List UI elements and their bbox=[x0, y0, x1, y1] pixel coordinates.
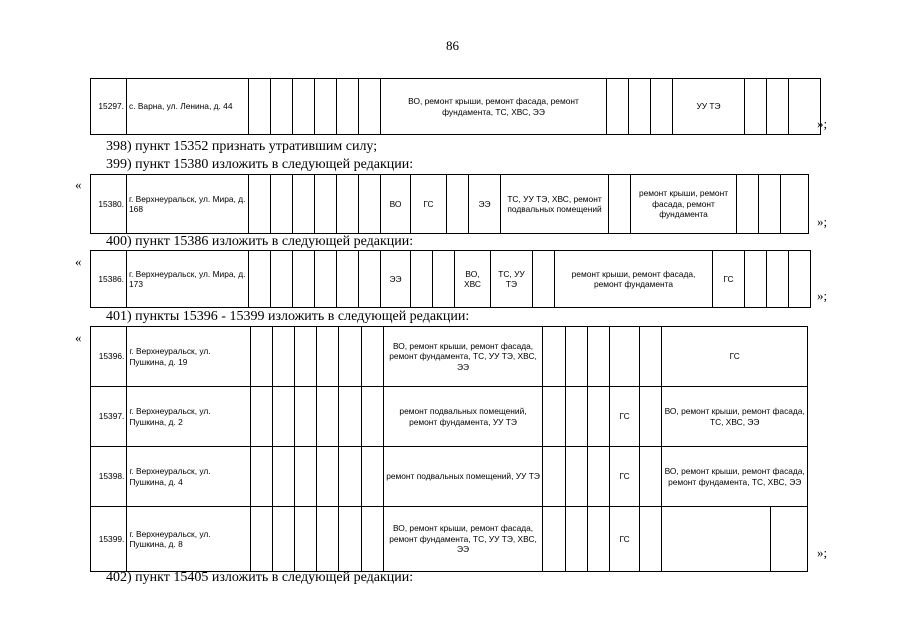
address-cell: г. Верхнеуральск, ул. Пушкина, д. 8 bbox=[127, 507, 250, 572]
paragraph-402: 402) пункт 15405 изложить в следующей редакции: bbox=[106, 570, 414, 585]
row-number: 15297. bbox=[91, 79, 127, 135]
address-cell: г. Верхнеуральск, ул. Пушкина, д. 19 bbox=[127, 327, 250, 387]
works-cell: ВО, ремонт крыши, ремонт фасада, ремонт фундамента, ТС, УУ ТЭ, ХВС, ЭЭ bbox=[383, 327, 543, 387]
gs-cell: ГС bbox=[609, 447, 639, 507]
gs-cell: ГС bbox=[609, 387, 639, 447]
row-number: 15398. bbox=[91, 447, 127, 507]
gs-cell: ГС bbox=[609, 507, 639, 572]
gs-cell: ГС bbox=[662, 327, 808, 387]
paragraph-399: 399) пункт 15380 изложить в следующей редакции: bbox=[106, 157, 414, 172]
address-cell: г. Верхнеуральск, ул. Мира, д. 173 bbox=[127, 251, 249, 308]
opening-quote: « bbox=[75, 330, 82, 345]
ee-cell: ЭЭ bbox=[381, 251, 411, 308]
works-cell: ВО, ремонт крыши, ремонт фасада, ремонт фундамента, ТС, ХВС, ЭЭ bbox=[381, 79, 607, 135]
closing-quote: »; bbox=[817, 288, 828, 303]
closing-quote: »; bbox=[817, 545, 828, 560]
right-works-cell: ВО, ремонт крыши, ремонт фасада, ремонт фундамента, ТС, ХВС, ЭЭ bbox=[662, 447, 808, 507]
works-cell: ремонт подвальных помещений, ремонт фундамента, УУ ТЭ bbox=[383, 387, 543, 447]
table-row-15380 bbox=[90, 174, 809, 234]
table-row-15386 bbox=[90, 250, 811, 308]
vo-cell: ВО bbox=[381, 175, 411, 234]
table-row bbox=[91, 447, 808, 507]
closing-quote: »; bbox=[817, 214, 828, 229]
roof-cell: ремонт крыши, ремонт фасада, ремонт фундамента bbox=[631, 175, 737, 234]
ts-cell: ТС, УУ ТЭ bbox=[491, 251, 533, 308]
table-row-15297 bbox=[90, 78, 821, 135]
row-number: 15396. bbox=[91, 327, 127, 387]
paragraph-398: 398) пункт 15352 признать утратившим силу; bbox=[106, 139, 378, 154]
opening-quote: « bbox=[75, 254, 82, 269]
gs-cell: ГС bbox=[713, 251, 745, 308]
works-cell: ВО, ремонт крыши, ремонт фасада, ремонт фундамента, ТС, УУ ТЭ, ХВС, ЭЭ bbox=[383, 507, 543, 572]
row-number: 15386. bbox=[91, 251, 127, 308]
roof-cell: ремонт крыши, ремонт фасада, ремонт фундамента bbox=[555, 251, 713, 308]
closing-quote: »; bbox=[817, 116, 828, 131]
ee-cell: ЭЭ bbox=[469, 175, 501, 234]
page-number: 86 bbox=[446, 38, 459, 53]
address-cell: с. Варна, ул. Ленина, д. 44 bbox=[127, 79, 249, 135]
works-cell: ремонт подвальных помещений, УУ ТЭ bbox=[383, 447, 543, 507]
paragraph-401: 401) пункты 15396 - 15399 изложить в следующей редакции: bbox=[106, 309, 470, 324]
address-cell: г. Верхнеуральск, ул. Пушкина, д. 2 bbox=[127, 387, 250, 447]
row-number: 15380. bbox=[91, 175, 127, 234]
right-works-cell: ВО, ремонт крыши, ремонт фасада, ТС, ХВС, ЭЭ bbox=[662, 387, 808, 447]
table-row bbox=[91, 507, 808, 572]
address-cell: г. Верхнеуральск, ул. Пушкина, д. 4 bbox=[127, 447, 250, 507]
paragraph-400: 400) пункт 15386 изложить в следующей редакции: bbox=[106, 234, 414, 249]
row-number: 15397. bbox=[91, 387, 127, 447]
vo-cell: ВО, ХВС bbox=[455, 251, 491, 308]
table-rows-15396-15399 bbox=[90, 326, 808, 572]
table-row bbox=[91, 387, 808, 447]
opening-quote: « bbox=[75, 177, 82, 192]
row-number: 15399. bbox=[91, 507, 127, 572]
table-row bbox=[91, 327, 808, 387]
ts-cell: ТС, УУ ТЭ, ХВС, ремонт подвальных помещений bbox=[501, 175, 609, 234]
address-cell: г. Верхнеуральск, ул. Мира, д. 168 bbox=[127, 175, 249, 234]
gs-cell: ГС bbox=[411, 175, 447, 234]
uu-te-cell: УУ ТЭ bbox=[673, 79, 745, 135]
